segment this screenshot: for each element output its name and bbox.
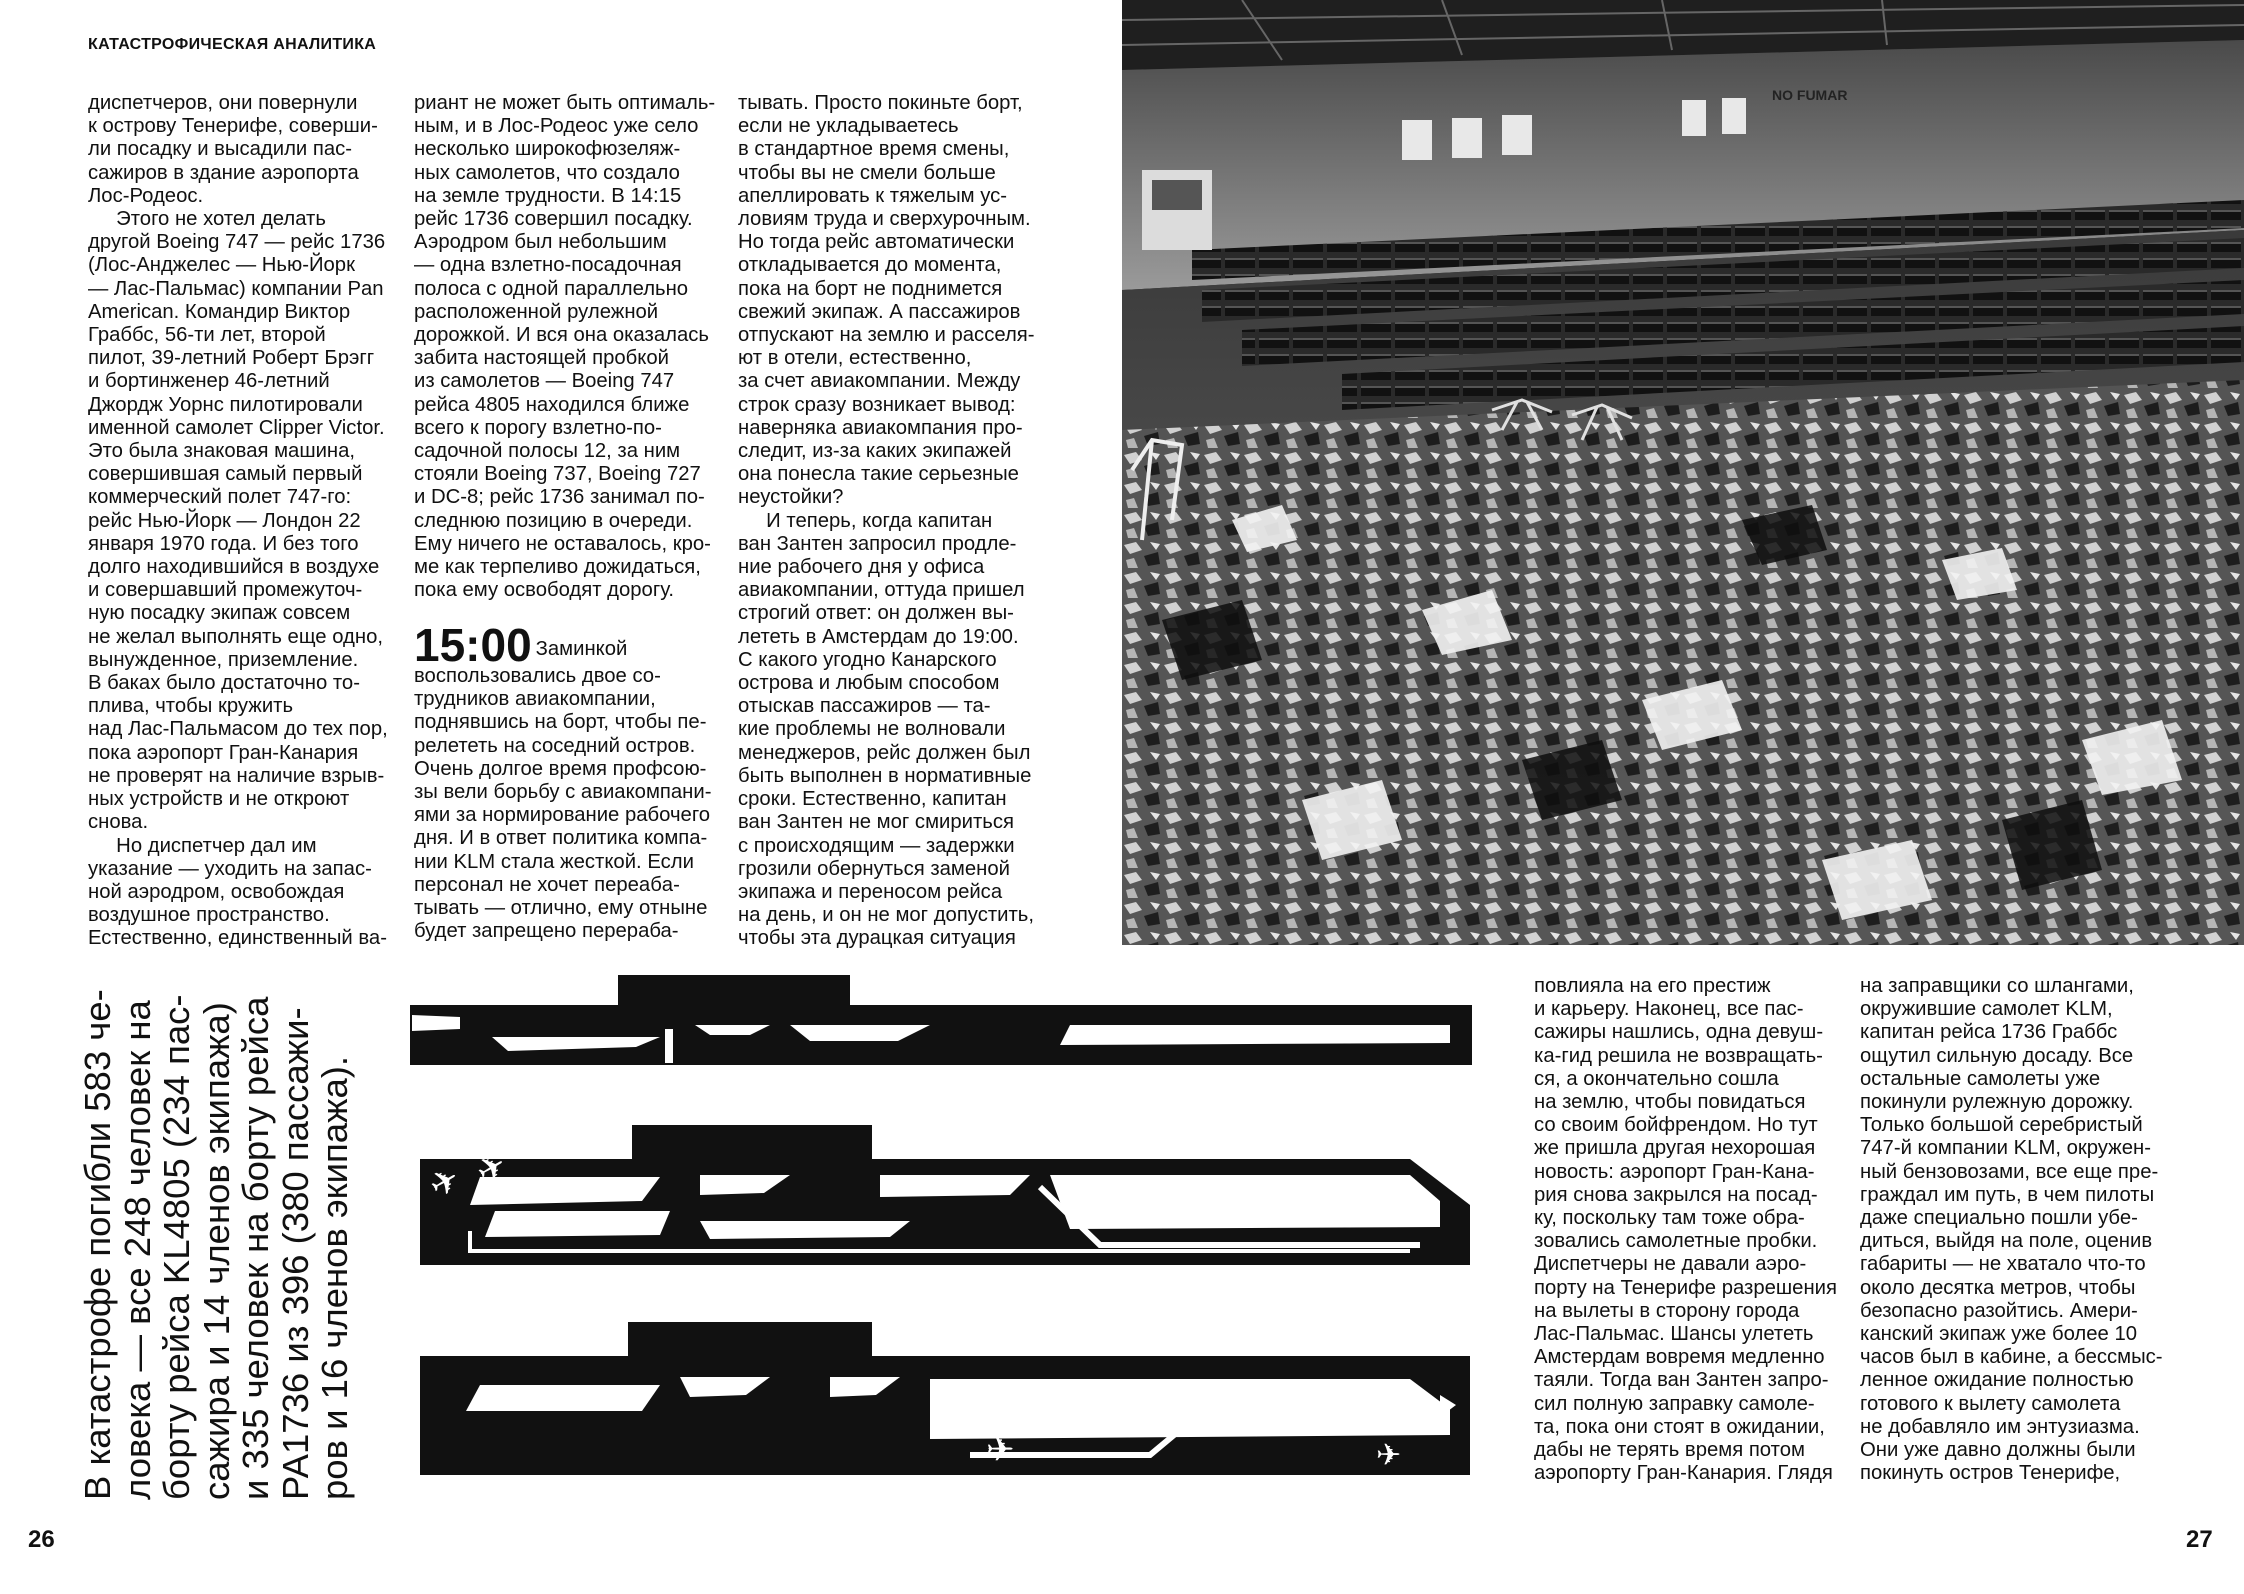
text-line: отпускают на землю и расселя- [738, 324, 1035, 347]
text-line: она понесла такие серьезные [738, 463, 1019, 486]
text-line: порту на Тенерифе разрешения [1534, 1276, 1837, 1299]
text-line: и бортинженер 46-летний [88, 370, 330, 393]
airplane-icon: ✈ [986, 1432, 1015, 1469]
text-line: пока на борт не поднимется [738, 277, 1003, 300]
text-line: всего к порогу взлетно-по- [414, 416, 662, 439]
text-line: забита настоящей пробкой [414, 347, 670, 370]
text-line: ме как терпеливо дожидаться, [414, 556, 701, 579]
text-line: тывать — отлично, ему отныне [414, 897, 708, 920]
text-line: с происходящим — задержки [738, 834, 1015, 857]
text-line: Очень долгое время профсою- [414, 757, 707, 780]
text-line: диспетчеров, они повернули [88, 92, 358, 114]
text-line: и DC-8; рейс 1736 занимал по- [414, 486, 705, 509]
text-line: к острову Тенерифе, соверши- [88, 115, 378, 138]
text-line: ку, поскольку там тоже обра- [1534, 1207, 1805, 1230]
text-line: авиакомпании, оттуда пришел [738, 579, 1025, 602]
text-line: плива, чтобы кружить [88, 695, 294, 718]
text-line: остальные самолеты уже [1860, 1067, 2101, 1090]
text-line: В катастрофе погибли 583 че- [77, 989, 118, 1500]
text-line: трудников авиакомпании, [414, 688, 656, 711]
text-line: ние рабочего дня у офиса [738, 556, 985, 579]
text-line: именной самолет Clipper Victor. [88, 416, 385, 439]
text-line: не желал выполнять еще одно, [88, 625, 383, 648]
text-line: Это была знаковая машина, [88, 440, 356, 463]
runway-panel-3 [420, 1322, 1470, 1475]
hangar-photo [1122, 0, 2244, 945]
text-line: безопасно разойтись. Амери- [1860, 1299, 2138, 1322]
text-line: С какого угодно Канарского [738, 648, 997, 671]
text-line: воздушное пространство. [88, 904, 330, 927]
text-line: борту рейса KL4805 (234 пас- [156, 994, 197, 1500]
text-line: риант не может быть оптималь- [414, 92, 716, 114]
text-line: граждал им путь, в чем пилоты [1860, 1183, 2155, 1206]
text-line: нии KLM стала жесткой. Если [414, 850, 694, 873]
text-line: наверняка авиакомпания про- [738, 416, 1023, 439]
text-line: в стандартное время смены, [738, 138, 1010, 161]
text-line: на вылеты в сторону города [1534, 1299, 1800, 1322]
text-line: на заправщики со шлангами, [1860, 975, 2134, 997]
text-column-5 [1860, 975, 2163, 1485]
text-line: следит, из-за каких экипажей [738, 440, 1012, 463]
text-line: ли посадку и высадили пас- [88, 138, 353, 161]
text-line: Лас-Пальмас. Шансы улететь [1534, 1323, 1814, 1346]
text-line: зы вели борьбу с авиакомпани- [414, 781, 712, 804]
airplane-icon: ✈ [423, 1160, 467, 1207]
text-line: American. Командир Виктор [88, 300, 351, 323]
runway-panel-2 [420, 1125, 1470, 1265]
text-line: кие проблемы не волновали [738, 718, 1006, 741]
text-line: канский экипаж уже более 10 [1860, 1323, 2138, 1346]
text-line: чтобы эта дурацкая ситуация [738, 927, 1016, 950]
text-line: строк сразу возникает вывод: [738, 393, 1016, 416]
text-line: ями за нормирование рабочего [414, 804, 711, 827]
text-line: следнюю позицию в очереди. [414, 509, 693, 532]
text-line: снова. [88, 811, 149, 834]
text-line: января 1970 года. И без того [88, 532, 359, 555]
text-line: персонал не хочет переабa- [414, 873, 680, 896]
text-column-2-head [414, 619, 734, 671]
text-line: часов был в кабине, а бессмыс- [1860, 1346, 2163, 1369]
text-line: Этого не хотел делать [88, 208, 326, 231]
text-line: чтобы вы не смели больше [738, 161, 996, 184]
casualty-caption [78, 990, 355, 1500]
text-line: покинули рулежную дорожку. [1860, 1091, 2134, 1114]
text-line: за счет авиакомпании. Между [738, 370, 1021, 393]
text-line: Джордж Уорнс пилотировали [88, 393, 363, 416]
text-line: тывать. Просто покиньте борт, [738, 92, 1023, 114]
text-line: быть выполнен в нормативные [738, 764, 1032, 787]
text-line: пока ему освободят дорогу. [414, 579, 674, 602]
text-line: Ему ничего не оставалось, кро- [414, 532, 711, 555]
text-line: — Лас-Пальмас) компании Pan [88, 277, 384, 300]
text-line: на землю, чтобы повидаться [1534, 1091, 1806, 1114]
runway-diagram [410, 965, 1490, 1485]
text-line: аэропорту Гран-Канария. Глядя [1534, 1462, 1833, 1485]
text-line: Но тогда рейс автоматически [738, 231, 1015, 254]
text-line: Амстердам вовремя медленно [1534, 1346, 1825, 1369]
text-line: отыскав пассажиров — та- [738, 695, 991, 718]
text-line: дня. И в ответ политика компа- [414, 827, 708, 850]
text-line: дабы не терять время потом [1534, 1439, 1805, 1462]
text-line: капитан рейса 1736 Граббс [1860, 1021, 2118, 1044]
text-line: строгий ответ: он должен вы- [738, 602, 1014, 625]
text-line: ловиям труда и сверхурочным. [738, 208, 1031, 231]
text-line: апеллировать к тяжелым ус- [738, 184, 1008, 207]
text-line: Граббс, 56-ти лет, второй [88, 324, 326, 347]
page-number-right: 27 [2186, 1526, 2213, 1553]
text-line: другой Boeing 747 — рейс 1736 [88, 231, 386, 254]
text-line: из самолетов — Boeing 747 [414, 370, 675, 393]
text-line: свежий экипаж. А пассажиров [738, 300, 1021, 323]
runway-panel-1 [410, 975, 1472, 1065]
text-line: неустойки? [738, 486, 844, 509]
text-line: полоса с одной параллельно [414, 277, 689, 300]
text-line: Только большой серебристый [1860, 1114, 2143, 1137]
text-line: ной аэродром, освобождая [88, 880, 345, 903]
text-line: даже специально пошли убе- [1860, 1207, 2138, 1230]
text-line: ных самолетов, что создало [414, 161, 680, 184]
text-column-4 [1534, 975, 1837, 1485]
text-line: ван Зантен не мог смириться [738, 811, 1014, 834]
text-line: релететь на соседний остров. [414, 734, 696, 757]
text-line: указание — уходить на запас- [88, 857, 372, 880]
text-line: зовались самолетные пробки. [1534, 1230, 1818, 1253]
text-line: расположенной рулежной [414, 300, 659, 323]
text-line: воспользовались двое со- [414, 665, 661, 687]
text-column-1 [88, 92, 388, 951]
text-line: — одна взлетно-посадочная [414, 254, 682, 277]
text-line: та, пока они стоят в ожидании, [1534, 1415, 1825, 1438]
text-line: садочной полосы 12, за ним [414, 440, 681, 463]
text-line: острова и любым способом [738, 672, 1000, 695]
text-line: Но диспетчер дал им [88, 834, 317, 857]
text-line: (Лос-Анджелес — Нью-Йорк [88, 254, 355, 277]
text-line: ловека — все 248 человек на [116, 1000, 158, 1500]
text-line: если не укладываетесь [738, 115, 959, 138]
text-line: совершившая самый первый [88, 463, 363, 486]
text-line: коммерческий полет 747-го: [88, 486, 352, 509]
text-line: сроки. Естественно, капитан [738, 788, 1007, 811]
text-line: и совершавший промежуточ- [88, 579, 363, 602]
airplane-icon: ✈ [1376, 1439, 1402, 1472]
text-line: на земле трудности. В 14:15 [414, 184, 682, 207]
airplane-icon: ✈ [470, 1146, 514, 1193]
casualty-caption-wrap [78, 990, 398, 1510]
text-line: сажира и 14 членов экипажа) [195, 1002, 237, 1500]
text-line: ют в отели, естественно, [738, 347, 972, 370]
text-line: окружившие самолет KLM, [1860, 998, 2113, 1021]
text-line: покинуть остров Тенерифе, [1860, 1462, 2121, 1485]
text-line: ся, а окончательно сошла [1534, 1067, 1779, 1090]
text-column-2-bottom [414, 665, 714, 943]
text-line: Лос-Родеос. [88, 184, 204, 207]
text-line: ную посадку экипаж совсем [88, 602, 351, 625]
text-line: PA1736 из 396 (380 пассажи- [274, 1007, 316, 1500]
text-column-3 [738, 92, 1048, 951]
text-line: грозили обернуться заменой [738, 857, 1010, 880]
hangar-sign: NO FUMAR [1772, 87, 1848, 103]
text-line: повлияла на его престиж [1534, 975, 1771, 997]
text-line: сил полную заправку самоле- [1534, 1392, 1815, 1415]
text-line: ленное ожидание полностью [1860, 1369, 2134, 1392]
text-line: со своим бойфрендом. Но тут [1534, 1114, 1818, 1137]
text-line: пока аэропорт Гран-Канария [88, 741, 359, 764]
text-line: ощутил сильную досаду. Все [1860, 1044, 2134, 1067]
text-line: на день, и он не мог допустить, [738, 904, 1034, 927]
text-line: будет запрещено перераба- [414, 920, 679, 943]
text-line: ров и 16 членов экипажа). [314, 1055, 355, 1500]
text-line: и 335 человек на борту рейса [235, 996, 276, 1500]
text-line: же пришла другая нехорошая [1534, 1137, 1816, 1160]
text-line: рейс Нью-Йорк — Лондон 22 [88, 509, 361, 532]
section-rubric: КАТАСТРОФИЧЕСКАЯ АНАЛИТИКА [88, 36, 377, 53]
text-line: таяли. Тогда ван Зантен запро- [1534, 1369, 1829, 1392]
text-line: Естественно, единственный ва- [88, 927, 387, 950]
text-line: не добавляло им энтузиазма. [1860, 1415, 2140, 1438]
text-line: В баках было достаточно то- [88, 672, 360, 695]
text-line: готового к вылету самолета [1860, 1392, 2121, 1415]
text-line: и карьеру. Наконец, все пас- [1534, 998, 1804, 1021]
text-line: Аэродром был небольшим [414, 231, 667, 254]
text-line: стояли Boeing 737, Boeing 727 [414, 463, 701, 486]
page-number-left: 26 [28, 1526, 55, 1553]
text-line: ка-гид решила не возвращать- [1534, 1044, 1823, 1067]
text-line: новость: аэропорт Гран-Кана- [1534, 1160, 1815, 1183]
text-line: экипажа и переносом рейса [738, 880, 1003, 903]
text-line: над Лас-Пальмасом до тех пор, [88, 718, 388, 741]
time-heading-rest: Заминкой [535, 638, 628, 660]
text-line: ным, и в Лос-Родеос уже село [414, 115, 699, 138]
text-column-2-top [414, 92, 714, 602]
text-line: сажиров в здание аэропорта [88, 161, 359, 184]
text-line: дорожкой. И вся она оказалась [414, 324, 709, 347]
text-line: рейс 1736 совершил посадку. [414, 208, 693, 231]
text-line: Они уже давно должны были [1860, 1439, 2136, 1462]
text-line: вынужденное, приземление. [88, 648, 359, 671]
text-line: Диспетчеры не давали аэро- [1534, 1253, 1807, 1276]
text-line: откладывается до момента, [738, 254, 1002, 277]
text-line: рейса 4805 находился ближе [414, 393, 690, 416]
text-line: около десятка метров, чтобы [1860, 1276, 2136, 1299]
text-line: пилот, 39-летний Роберт Брэгг [88, 347, 375, 370]
text-line: ный бензовозами, все еще пре- [1860, 1160, 2159, 1183]
text-line: не проверят на наличие взрыв- [88, 764, 385, 787]
text-line: менеджеров, рейс должен был [738, 741, 1031, 764]
text-line: несколько широкофюзеляж- [414, 138, 681, 161]
text-line: долго находившийся в воздухе [88, 556, 380, 579]
text-line: сажиры нашлись, одна девуш- [1534, 1021, 1824, 1044]
text-line: ван Зантен запросил продле- [738, 532, 1017, 555]
text-line: лететь в Амстердам до 19:00. [738, 625, 1019, 648]
text-line: 747-й компании KLM, окружен- [1860, 1137, 2151, 1160]
text-line: ных устройств и не откроют [88, 788, 350, 811]
text-line: габариты — не хватало что-то [1860, 1253, 2146, 1276]
text-line: диться, выйдя на поле, оценив [1860, 1230, 2153, 1253]
time-heading: 15:00 [414, 619, 532, 671]
text-line: рия снова закрылся на посад- [1534, 1183, 1818, 1206]
text-line: поднявшись на борт, чтобы пе- [414, 711, 707, 734]
text-line: И теперь, когда капитан [738, 509, 993, 532]
